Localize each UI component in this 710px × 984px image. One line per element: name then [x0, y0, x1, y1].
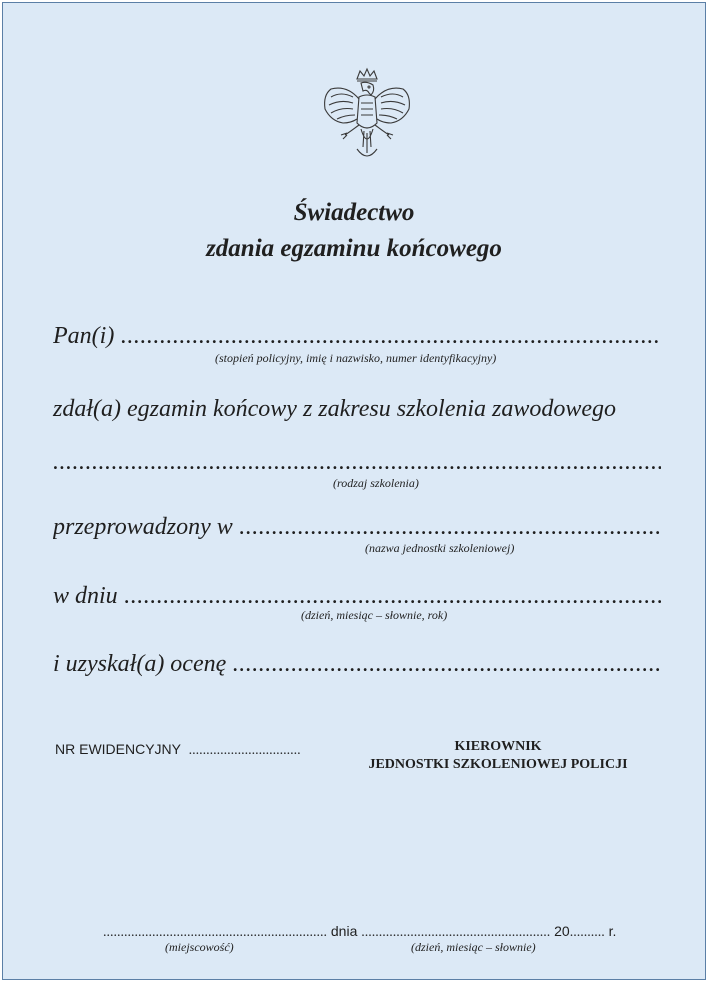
passed-text: zdał(a) egzamin końcowy z zakresu szkolenia zawodowego	[53, 396, 617, 422]
grade-row	[53, 651, 661, 678]
year-prefix: 20	[554, 923, 570, 939]
certificate-title: Świadectwo	[293, 199, 415, 226]
training-dotted-line	[53, 449, 661, 476]
registry-number	[55, 741, 301, 759]
conducted-row	[53, 514, 661, 541]
name-hint: (stopień policyjny, imię i nazwisko, numer identyfikacyjny)	[215, 351, 497, 365]
signatory-title: KIEROWNIK	[454, 739, 542, 754]
name-dotted-line	[114, 323, 661, 350]
date-hint: (dzień, miesiąc – słownie, rok)	[301, 608, 448, 622]
place-hint: (miejscowość)	[165, 940, 234, 954]
grade-dotted-line	[226, 651, 661, 678]
place-dots: ................................................................	[103, 925, 327, 940]
grade-label: i uzyskał(a) ocenę	[53, 651, 227, 677]
signatory-unit: JEDNOSTKI SZKOLENIOWEJ POLICJI	[368, 757, 628, 772]
place-date-line	[103, 923, 663, 941]
date-row	[53, 583, 661, 610]
name-row	[53, 323, 661, 350]
date-dotted-line	[118, 583, 661, 610]
certificate-sheet	[2, 2, 706, 980]
registry-dots: ................................	[188, 743, 301, 758]
conducted-hint: (nazwa jednostki szkoleniowej)	[365, 541, 515, 555]
registry-label: NR EWIDENCYJNY	[55, 741, 181, 757]
eagle-emblem-icon	[317, 65, 417, 167]
conducted-label: przeprowadzony w	[53, 514, 233, 540]
year-suffix: r.	[608, 923, 617, 939]
year-dots: ..........	[569, 925, 605, 940]
training-hint: (rodzaj szkolenia)	[333, 476, 419, 490]
name-label: Pan(i)	[53, 323, 115, 349]
footer-date-hint: (dzień, miesiąc – słownie)	[411, 940, 536, 954]
date-label: w dniu	[53, 583, 118, 609]
conducted-dotted-line	[233, 514, 661, 541]
date-dots: ......................................................	[361, 925, 551, 940]
training-row	[53, 449, 661, 476]
certificate-subtitle: zdania egzaminu końcowego	[206, 235, 502, 262]
dnia-label: dnia	[330, 923, 358, 939]
